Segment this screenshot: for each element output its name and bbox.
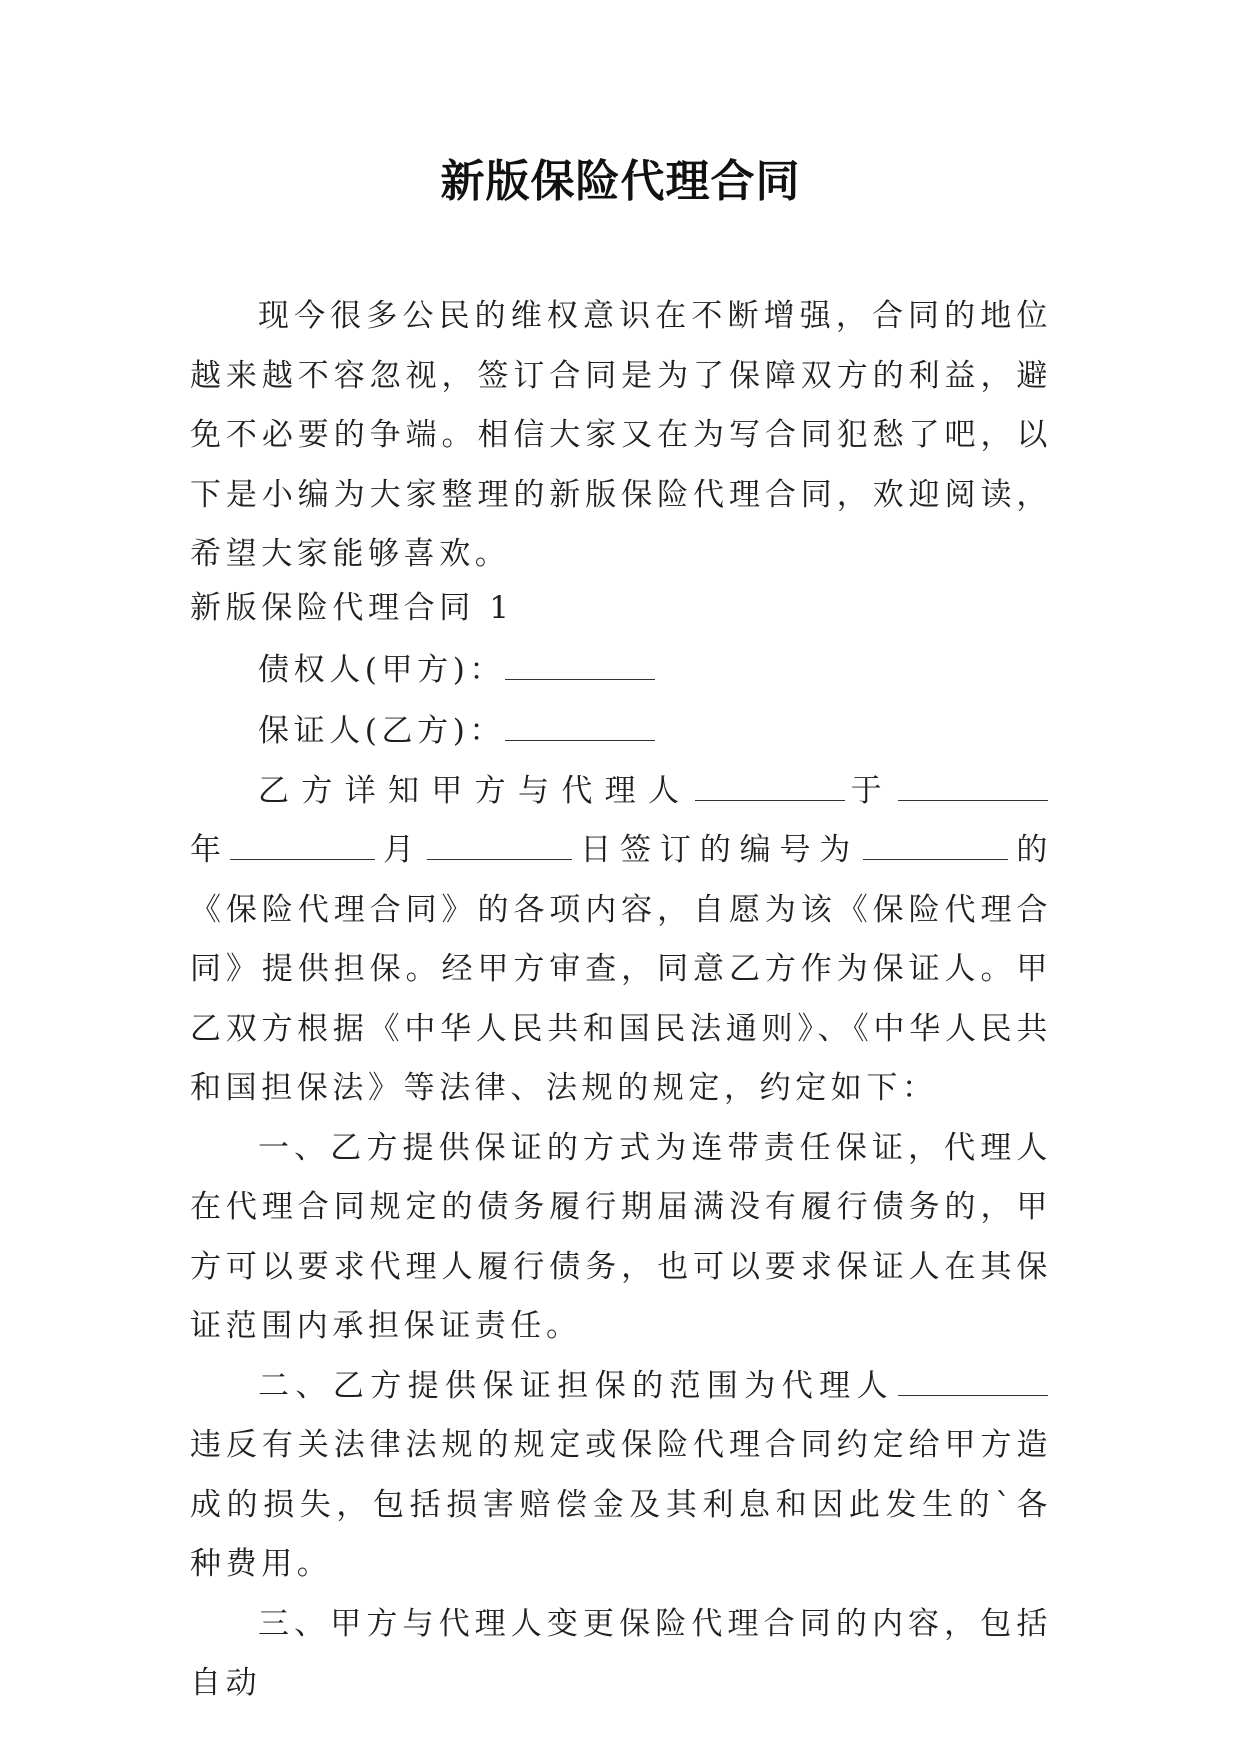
creditor-blank bbox=[505, 651, 655, 680]
day-blank bbox=[427, 831, 572, 860]
document-title: 新版保险代理合同 bbox=[440, 156, 801, 207]
clause-2 bbox=[190, 1357, 1052, 1595]
clause-3: 三、甲方与代理人变更保险代理合同的内容，包括自动 bbox=[190, 1605, 1052, 1701]
section-heading: 新版保险代理合同 1 bbox=[190, 590, 514, 626]
intro-block bbox=[190, 287, 1052, 585]
guarantor-line bbox=[190, 702, 1052, 762]
preamble-paragraph bbox=[190, 762, 1052, 1119]
preamble-text-1: 乙方详知甲方与代理人 bbox=[258, 772, 692, 809]
contract-block bbox=[190, 579, 1052, 1714]
clause-2-text-2: 违反有关法律法规的规定或保险代理合同约定给甲方造成的损失，包括损害赔偿金及其利息和因此发生的`各种费用。 bbox=[190, 1427, 1052, 1582]
clause-1: 一、乙方提供保证的方式为连带责任保证，代理人在代理合同规定的债务履行期届满没有履行债务的，甲方可以要求代理人履行债务，也可以要求保证人在其保证范围内承担保证责任。 bbox=[190, 1129, 1052, 1344]
intro-paragraph: 现今很多公民的维权意识在不断增强，合同的地位越来越不容忽视，签订合同是为了保障双方的利益，避免不必要的争端。相信大家又在为写合同犯愁了吧，以下是小编为大家整理的新版保险代理合同，欢迎阅读，希望大家能够喜欢。 bbox=[190, 298, 1052, 572]
agent-blank bbox=[695, 772, 845, 801]
preamble-text-4: 月 bbox=[378, 832, 423, 868]
clause-2-text-1: 二、乙方提供保证担保的范围为代理人 bbox=[258, 1367, 894, 1404]
guarantor-blank bbox=[505, 712, 655, 741]
preamble-text-3: 年 bbox=[190, 832, 230, 868]
year-blank bbox=[898, 772, 1048, 801]
creditor-line bbox=[190, 641, 1052, 701]
month-blank bbox=[230, 831, 375, 860]
preamble-text-5: 日签订的编号为 bbox=[575, 832, 860, 868]
clause-2-agent-blank bbox=[898, 1367, 1048, 1396]
preamble-text-2: 于 bbox=[849, 772, 895, 809]
guarantor-label: 保证人(乙方)： bbox=[258, 713, 505, 749]
contract-number-blank bbox=[863, 831, 1008, 860]
creditor-label: 债权人(甲方)： bbox=[258, 651, 505, 688]
preamble-text-6: 的《保险代理合同》的各项内容，自愿为该《保险代理合同》提供担保。经甲方审查，同意乙方作为保证人。甲乙双方根据《中华人民共和国民法通则》、《中华人民共和国担保法》等法律、法规的规定，约定如下： bbox=[190, 832, 1053, 1106]
